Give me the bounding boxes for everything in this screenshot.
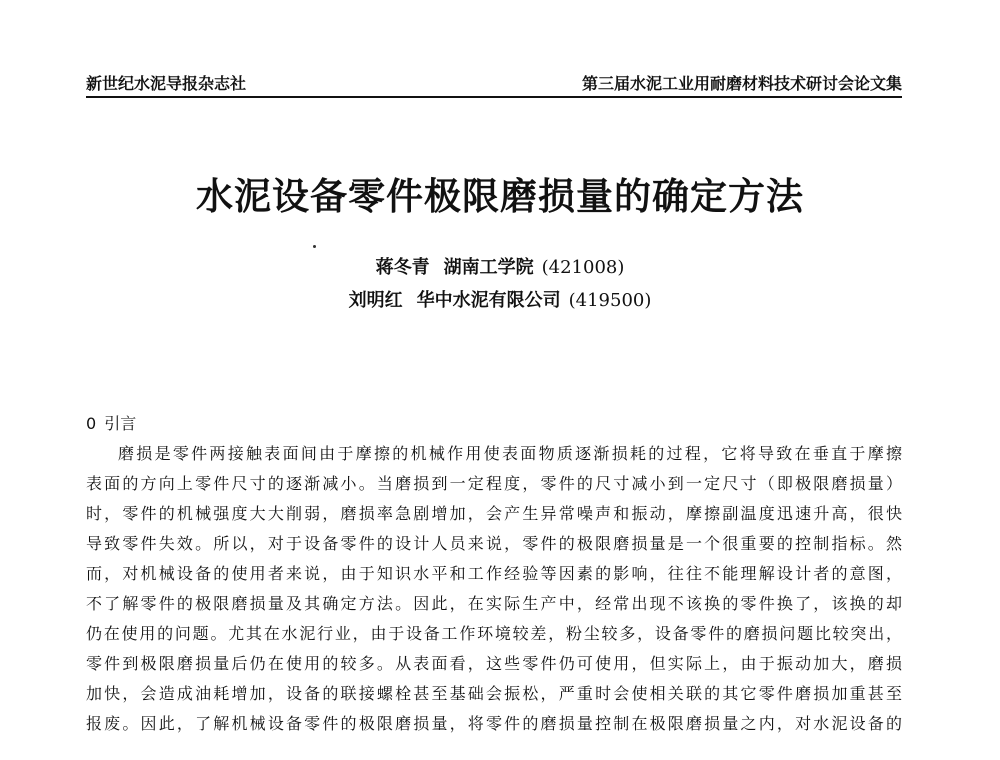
section-heading bbox=[86, 411, 136, 434]
paper-title: 水泥设备零件极限磨损量的确定方法 bbox=[196, 174, 804, 218]
scan-speck bbox=[313, 245, 316, 248]
author-name-2: 刘明红 bbox=[348, 290, 403, 311]
body-line: 加快，会造成油耗增加，设备的联接螺栓甚至基础会振松，严重时会使相关联的其它零件磨损加重甚至 bbox=[86, 684, 902, 703]
author-postcode-2: (419500) bbox=[568, 290, 652, 311]
body-line: 导致零件失效。所以，对于设备零件的设计人员来说，零件的极限磨损量是一个很重要的控制指标。然 bbox=[86, 534, 902, 553]
body-line: 零件到极限磨损量后仍在使用的较多。从表面看，这些零件仍可使用，但实际上，由于振动加大，磨损 bbox=[86, 654, 902, 673]
body-line: 仍在使用的问题。尤其在水泥行业，由于设备工作环境较差，粉尘较多，设备零件的磨损问题比较突出， bbox=[86, 624, 902, 643]
author-line-1 bbox=[0, 253, 1000, 279]
body-line: 而，对机械设备的使用者来说，由于知识水平和工作经验等因素的影响，往往不能理解设计者的意图， bbox=[86, 564, 902, 583]
author-postcode-1: (421008) bbox=[541, 257, 625, 278]
body-line: 磨损是零件两接触表面间由于摩擦的机械作用使表面物质逐渐损耗的过程，它将导致在垂直于摩擦 bbox=[118, 444, 902, 463]
section-title: 引言 bbox=[104, 414, 137, 433]
body-line: 不了解零件的极限磨损量及其确定方法。因此，在实际生产中，经常出现不该换的零件换了，该换的却 bbox=[86, 594, 902, 613]
author-line-2 bbox=[0, 286, 1000, 312]
body-line: 报废。因此，了解机械设备零件的极限磨损量，将零件的磨损量控制在极限磨损量之内，对水泥设备的 bbox=[86, 714, 902, 733]
section-number: 0 bbox=[86, 414, 97, 433]
journal-name: 新世纪水泥导报杂志社 bbox=[86, 74, 247, 93]
body-line: 表面的方向上零件尺寸的逐渐减小。当磨损到一定程度，零件的尺寸减小到一定尺寸（即极限磨损量） bbox=[86, 474, 902, 493]
running-header bbox=[86, 68, 902, 98]
author-affiliation-2: 华中水泥有限公司 bbox=[416, 290, 561, 311]
author-affiliation-1: 湖南工学院 bbox=[443, 257, 534, 278]
author-name-1: 蒋冬青 bbox=[375, 257, 430, 278]
body-paragraph bbox=[86, 439, 902, 739]
proceedings-name: 第三届水泥工业用耐磨材料技术研讨会论文集 bbox=[581, 74, 902, 93]
body-line: 时，零件的机械强度大大削弱，磨损率急剧增加，会产生异常噪声和振动，摩擦副温度迅速升高，很快 bbox=[86, 504, 902, 523]
